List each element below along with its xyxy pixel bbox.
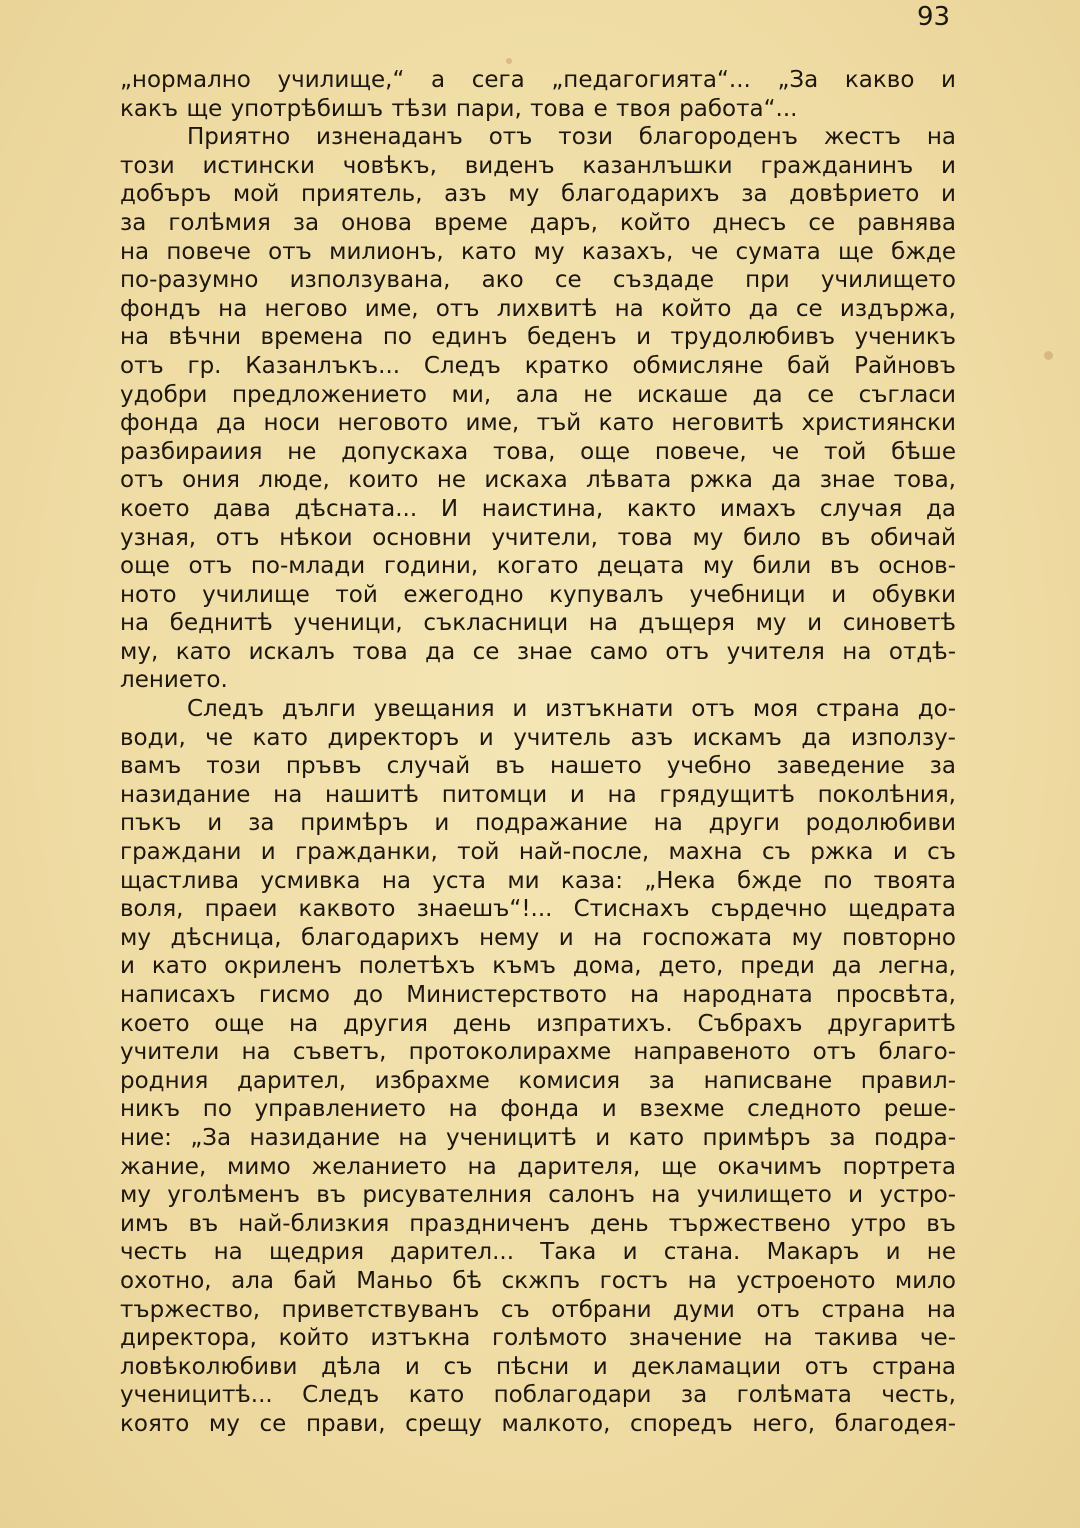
text-line: което дава дѣсната... И наистина, както имахъ случая да	[120, 495, 956, 522]
page-number: 93	[917, 2, 951, 32]
text-line: му, като искалъ това да се знае само отъ учителя на отдѣ-	[120, 638, 956, 665]
text-line: щастлива усмивка на уста ми каза: „Нека бжде по твоята	[120, 867, 956, 894]
paper-stain	[506, 58, 512, 64]
text-line: написахъ гисмо до Министерството на народната просвѣта,	[120, 982, 956, 1008]
text-line: Приятно изненаданъ отъ този благороденъ жестъ на	[187, 124, 956, 151]
text-line: още отъ по-млади години, когато децата му били въ основ-	[120, 553, 956, 580]
text-line: никъ по управлението на фонда и взехме следното реше-	[120, 1096, 956, 1123]
text-line: на вѣчни времена по единъ беденъ и трудолюбивъ ученикъ	[120, 324, 956, 351]
text-line: и като окриленъ полетѣхъ къмъ дома, дето, преди да легна,	[120, 953, 956, 980]
text-line: му уголѣменъ въ рисувателния салонъ на училището и устро-	[120, 1182, 956, 1209]
text-line: по-разумно използувана, ако се създаде при училището	[120, 267, 956, 294]
text-line: този истински човѣкъ, виденъ казанлъшки гражданинъ и	[120, 152, 956, 179]
text-line: фондъ на негово име, отъ лихвитѣ на който да се издържа,	[120, 295, 956, 322]
text-line: ние: „За назидание на ученицитѣ и като примѣръ за подра-	[120, 1124, 956, 1151]
text-line: на повече отъ милионъ, като му казахъ, че сумата ще бжде	[120, 238, 956, 265]
text-line: отъ ония люде, които не искаха лѣвата ржка да знае това,	[120, 467, 956, 494]
text-line: за голѣмия за онова време даръ, който днесъ се равнява	[120, 209, 956, 236]
text-line: лението.	[120, 667, 228, 694]
text-line: ното училище той ежегодно купувалъ учебници и обувки	[120, 581, 956, 608]
text-line: охотно, ала бай Маньо бѣ скжпъ гостъ на устроеното мило	[120, 1267, 956, 1294]
text-line: ученицитѣ... Следъ като поблагодари за голѣмата честь,	[120, 1382, 956, 1409]
text-line: отъ гр. Казанлъкъ... Следъ кратко обмисляне бай Райновъ	[120, 352, 956, 379]
text-line: му дѣсница, благодарихъ нему и на госпожата му повторно	[120, 924, 956, 951]
text-line: тържество, приветствуванъ съ отбрани думи отъ страна на	[120, 1296, 956, 1323]
text-line: удобри предложението ми, ала не искаше да се съгласи	[120, 381, 956, 408]
text-line: фонда да носи неговото име, тъй като неговитѣ християнски	[120, 410, 956, 437]
text-line: граждани и гражданки, той най-после, махна съ ржка и съ	[120, 839, 956, 866]
text-line: „нормално училище,“ а сега „педагогията“... „За какво и	[120, 67, 956, 93]
text-line: което още на другия день изпратихъ. Събрахъ другаритѣ	[120, 1010, 956, 1037]
text-line: жание, мимо желанието на дарителя, ще окачимъ портрета	[120, 1153, 956, 1180]
text-line: на беднитѣ ученици, съкласници на дъщеря му и синоветѣ	[120, 610, 956, 637]
text-line: назидание на нашитѣ питомци и на грядущитѣ поколѣния,	[120, 781, 956, 808]
text-line: родния дарител, избрахме комисия за написване правил-	[120, 1067, 956, 1094]
text-line: ловѣколюбиви дѣла и съ пѣсни и декламации отъ страна	[120, 1353, 956, 1380]
text-line: която му се прави, срещу малкото, споредъ него, благодея-	[120, 1410, 956, 1437]
text-line: води, че като директоръ и учитель азъ искамъ да използу-	[120, 724, 956, 751]
text-line: добъръ мой приятель, азъ му благодарихъ за довѣрието и	[120, 181, 956, 208]
text-line: учители на съветъ, протоколирахме направеното отъ благо-	[120, 1039, 956, 1066]
text-line: Следъ дълги увещания и изтъкнати отъ моя страна до-	[187, 696, 956, 723]
text-line: имъ въ най-близкия праздниченъ день тържествено утро въ	[120, 1210, 956, 1237]
text-line: вамъ този пръвъ случай въ нашето учебно заведение за	[120, 753, 956, 780]
paper-stain	[1044, 351, 1053, 360]
text-line: разбираиия не допускаха това, още повече, че той бѣше	[120, 438, 956, 465]
text-line: узная, отъ нѣкои основни учители, това му било въ обичай	[120, 524, 956, 551]
body-text	[120, 66, 956, 1439]
text-line: пъкъ и за примѣръ и подражание на други родолюбиви	[120, 810, 956, 837]
text-line: какъ ще употрѣбишъ тѣзи пари, това е твоя работа“...	[120, 95, 798, 122]
text-line: честь на щедрия дарител... Така и стана. Макаръ и не	[120, 1239, 956, 1266]
text-line: воля, праеи каквото знаешъ“!... Стиснахъ сърдечно щедрата	[120, 896, 956, 923]
text-line: директора, който изтъкна голѣмото значение на такива че-	[120, 1325, 956, 1352]
